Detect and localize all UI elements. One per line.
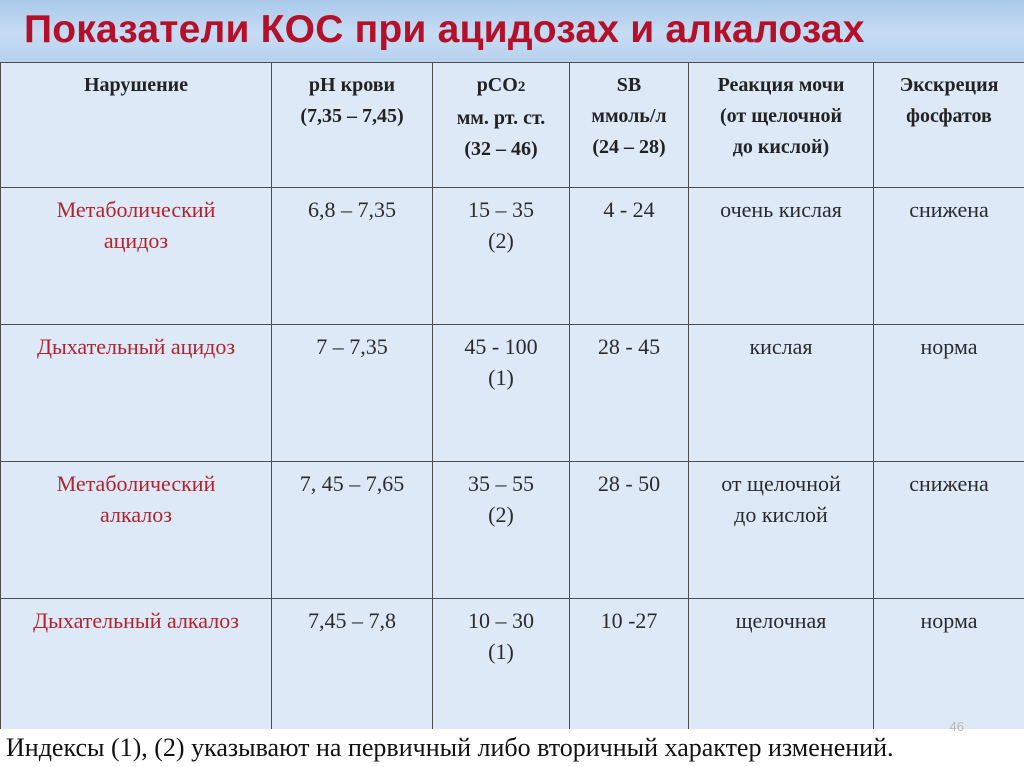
header-text: pH крови: [308, 74, 396, 96]
cell-text: (2): [488, 502, 514, 527]
cell-urine: [689, 188, 874, 325]
cell-text: Метаболический: [56, 471, 216, 496]
header-sb: [570, 63, 689, 188]
cell-text: очень кислая: [720, 197, 842, 222]
table-header-row: [1, 63, 1024, 188]
header-text: до кислой): [732, 136, 830, 158]
header-condition: [1, 63, 272, 188]
footnote: Индексы (1), (2) указывают на первичный либо вторичный характер изменений.: [6, 733, 894, 762]
cell-urine: [689, 462, 874, 599]
header-urine: [689, 63, 874, 188]
cell-condition: [1, 462, 272, 599]
header-text: Экскреция: [899, 74, 999, 96]
cell-text: Дыхательный алкалоз: [33, 608, 239, 633]
title-bar: [0, 0, 1024, 63]
cell-text: (2): [488, 228, 514, 253]
cell-sb: 10 -27: [570, 599, 689, 736]
cell-text: алкалоз: [100, 502, 172, 527]
cell-ph: 7,45 – 7,8: [272, 599, 433, 736]
cell-phosphate: норма: [874, 325, 1024, 462]
table-row: [1, 188, 1024, 325]
cell-ph: 7, 45 – 7,65: [272, 462, 433, 599]
header-text: (32 – 46): [464, 138, 538, 160]
cell-phosphate: норма: [874, 599, 1024, 736]
table-row: [1, 462, 1024, 599]
cell-sb: 28 - 50: [570, 462, 689, 599]
cell-condition: [1, 188, 272, 325]
header-text: ммоль/л: [591, 105, 667, 127]
cell-pco2: [433, 188, 570, 325]
cell-text: (1): [488, 639, 514, 664]
footnote-bar: [0, 719, 1024, 767]
cell-text: 15 – 35: [468, 197, 534, 222]
header-text: (7,35 – 7,45): [300, 105, 404, 127]
header-text: SB: [616, 74, 642, 96]
cell-urine: [689, 325, 874, 462]
cell-condition: [1, 599, 272, 736]
header-pco2-main: pCO: [476, 74, 518, 96]
cell-phosphate: снижена: [874, 462, 1024, 599]
header-text: (от щелочной: [719, 105, 842, 127]
header-text: (24 – 28): [592, 136, 666, 158]
cell-ph: 6,8 – 7,35: [272, 188, 433, 325]
cell-ph: 7 – 7,35: [272, 325, 433, 462]
cell-text: ацидоз: [103, 228, 169, 253]
cell-pco2: [433, 462, 570, 599]
table-row: [1, 325, 1024, 462]
cell-text: Дыхательный ацидоз: [36, 334, 236, 359]
cell-text: 10 – 30: [468, 608, 534, 633]
cell-pco2: [433, 599, 570, 736]
cell-text: до кислой: [734, 502, 828, 527]
header-pco2-subscript: 2: [517, 79, 526, 95]
header-text: Нарушение: [83, 74, 189, 96]
header-text: мм. рт. ст.: [456, 107, 546, 129]
cell-urine: [689, 599, 874, 736]
page-title: Показатели КОС при ацидозах и алкалозах: [24, 8, 865, 51]
header-text: фосфатов: [906, 105, 992, 127]
table-row: [1, 599, 1024, 736]
header-phosphate: [874, 63, 1024, 188]
cell-pco2: [433, 325, 570, 462]
header-pco2: [433, 63, 570, 188]
cell-text: 35 – 55: [468, 471, 534, 496]
cell-sb: 4 - 24: [570, 188, 689, 325]
cell-text: Метаболический: [56, 197, 216, 222]
acid-base-table: [0, 62, 1024, 736]
cell-condition: [1, 325, 272, 462]
cell-sb: 28 - 45: [570, 325, 689, 462]
cell-text: (1): [488, 365, 514, 390]
header-ph: [272, 63, 433, 188]
cell-phosphate: снижена: [874, 188, 1024, 325]
slide-number: 46: [949, 719, 964, 734]
header-text: Реакция мочи: [717, 74, 845, 96]
cell-text: кислая: [749, 334, 813, 359]
cell-text: от щелочной: [721, 471, 841, 496]
cell-text: щелочная: [735, 608, 827, 633]
header-text: [433, 70, 569, 103]
cell-text: 45 - 100: [464, 334, 538, 359]
